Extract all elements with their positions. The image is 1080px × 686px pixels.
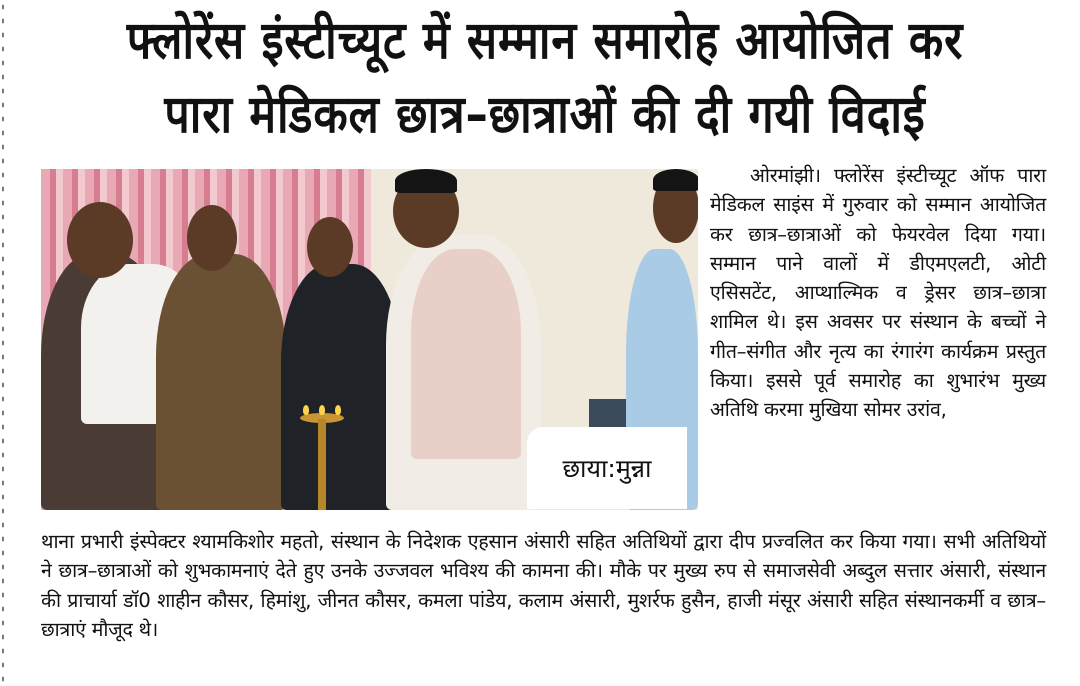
oil-lamp-stem	[318, 419, 326, 510]
photo-person-3-head	[307, 217, 353, 277]
photo-person-5-hair	[653, 169, 698, 191]
photo-person-3	[281, 264, 401, 510]
lamp-flame-2	[319, 405, 325, 415]
photo-person-2-head	[187, 205, 237, 271]
headline-line-2: पारा मेडिकल छात्र–छात्राओं की दी गयी विदाई	[164, 85, 926, 145]
photo-credit: छाया:मुन्ना	[527, 427, 687, 509]
photo-person-4-vest	[411, 249, 521, 459]
margin-dots	[0, 0, 6, 686]
photo-person-4-hair	[395, 169, 457, 193]
photo-person-1-head	[67, 202, 133, 278]
article-full-width-text: थाना प्रभारी इंस्पेक्टर श्यामकिशोर महतो, संस्थान के निदेशक एहसान अंसारी सहित अतिथियों द्वारा दीप प्रज्वलित कर किया गया। सभी अतिथियों ने छात्र–छात्राओं को शुभकामनाएं देते हुए उनके उज्जवल भविश्य की कामना की। मौके पर मुख्य रुप से समाजसेवी अब्दुल सत्तार अंसारी, संस्थान की प्राचार्या डॉ0 शाहीन कौसर, हिमांशु, जीनत कौसर, कमला पांडेय, कलाम अंसारी, मुशर्रफ हुसैन, हाजी मंसूर अंसारी सहित संस्थानकर्मी व छात्र–छात्राएं मौजूद थे।	[41, 530, 1046, 641]
headline-line-1: फ्लोरेंस इंस्टीच्यूट में सम्मान समारोह आयोजित कर	[126, 11, 964, 71]
photo-person-2	[156, 254, 286, 510]
lamp-flame-1	[303, 405, 309, 415]
article-column-text: ओरमांझी। फ्लोरेंस इंस्टीच्यूट ऑफ पारा मेडिकल साइंस में गुरुवार को सम्मान आयोजित कर छात्र–छात्राओं को फेयरवेल दिया गया। सम्मान पाने वालों में डीएमएलटी, ओटी एसिसटेंट, आप्थाल्मिक व ड्रेसर छात्र–छात्रा शामिल थे। इस अवसर पर संस्थान के बच्चों ने गीत–संगीत और नृत्य का रंगारंग कार्यक्रम प्रस्तुत किया। इससे पूर्व समारोह का शुभारंभ मुख्य अतिथि करमा मुखिया सोमर उरांव,	[710, 164, 1046, 422]
lamp-flame-3	[335, 405, 341, 415]
